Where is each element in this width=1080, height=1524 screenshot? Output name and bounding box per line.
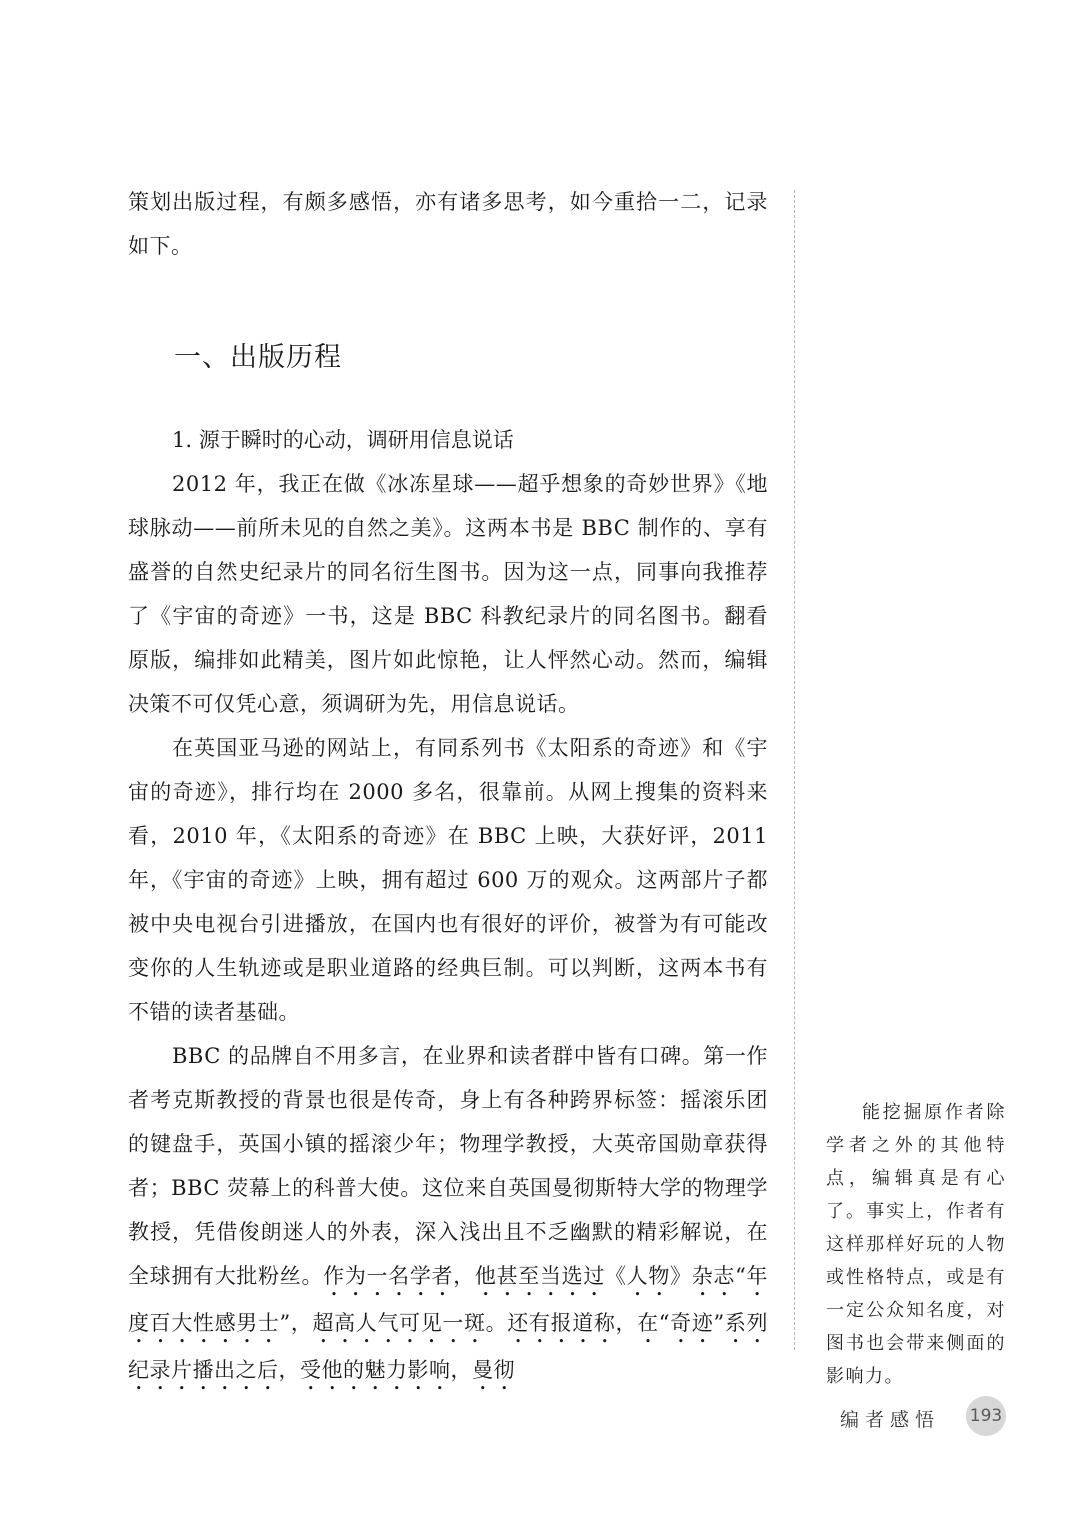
footer-section-label: 编者感悟 <box>840 1409 941 1431</box>
body-paragraph-1: 2012 年，我正在做《冰冻星球——超乎想象的奇妙世界》《地球脉动——前所未见的自然之美》。这两本书是 BBC 制作的、享有盛誉的自然史纪录片的同名衍生图书。因为这一点，同事向我推荐了《宇宙的奇迹》一书，这是 BBC 科教纪录片的同名图书。翻看原版，编排如此精美，图片如此惊艳，让人怦然心动。然而，编辑决策不可仅凭心意，须调研为先，用信息说话。 <box>128 472 768 716</box>
body-paragraph-3 <box>128 1034 768 1395</box>
main-text-column <box>128 180 768 1395</box>
body-paragraph-2: 在英国亚马逊的网站上，有同系列书《太阳系的奇迹》和《宇宙的奇迹》，排行均在 2000 多名，很靠前。从网上搜集的资料来看，2010 年，《太阳系的奇迹》在 BBC 上映，大获好评，2011 年，《宇宙的奇迹》上映，拥有超过 600 万的观众。这两部片子都被中央电视台引进播放，在国内也有很好的评价，被誉为有可能改变你的人生轨迹或是职业道路的经典巨制。可以判断，这两本书有不错的读者基础。 <box>128 736 768 1024</box>
body-paragraph-3-text: BBC 的品牌自不用多言，在业界和读者群中皆有口碑。第一作者考克斯教授的背景也很是传奇，身上有各种跨界标签：摇滚乐团的键盘手，英国小镇的摇滚少年；物理学教授，大英帝国勋章获得者；BBC 荧幕上的科普大使。这位来自英国曼彻斯特大学的物理学教授，凭借俊朗迷人的外表，深入浅出且不乏幽默的精彩解说，在全球拥有大批粉丝。 <box>128 1044 768 1288</box>
subheading: 1. 源于瞬时的心动，调研用信息说话 <box>172 428 514 452</box>
side-note: 能挖掘原作者除学者之外的其他特点，编辑真是有心了。事实上，作者有这样那样好玩的人物或性格特点，或是有一定公众知名度，对图书也会带来侧面的影响力。 <box>826 1102 1006 1387</box>
section-heading: 一、出版历程 <box>174 342 342 373</box>
intro-paragraph: 策划出版过程，有颇多感悟，亦有诸多思考，如今重拾一二，记录如下。 <box>128 190 768 258</box>
page-number-badge: 193 <box>966 1396 1006 1436</box>
emphasized-text: 作为一名学者，他甚至当选过《人物》杂志“年度百大性感男士”，超高人气可见一斑。还有报道称，在“奇迹”系列纪录片播出之后，受他的魅力影响，曼彻 <box>128 1264 769 1382</box>
margin-divider <box>794 190 795 1350</box>
